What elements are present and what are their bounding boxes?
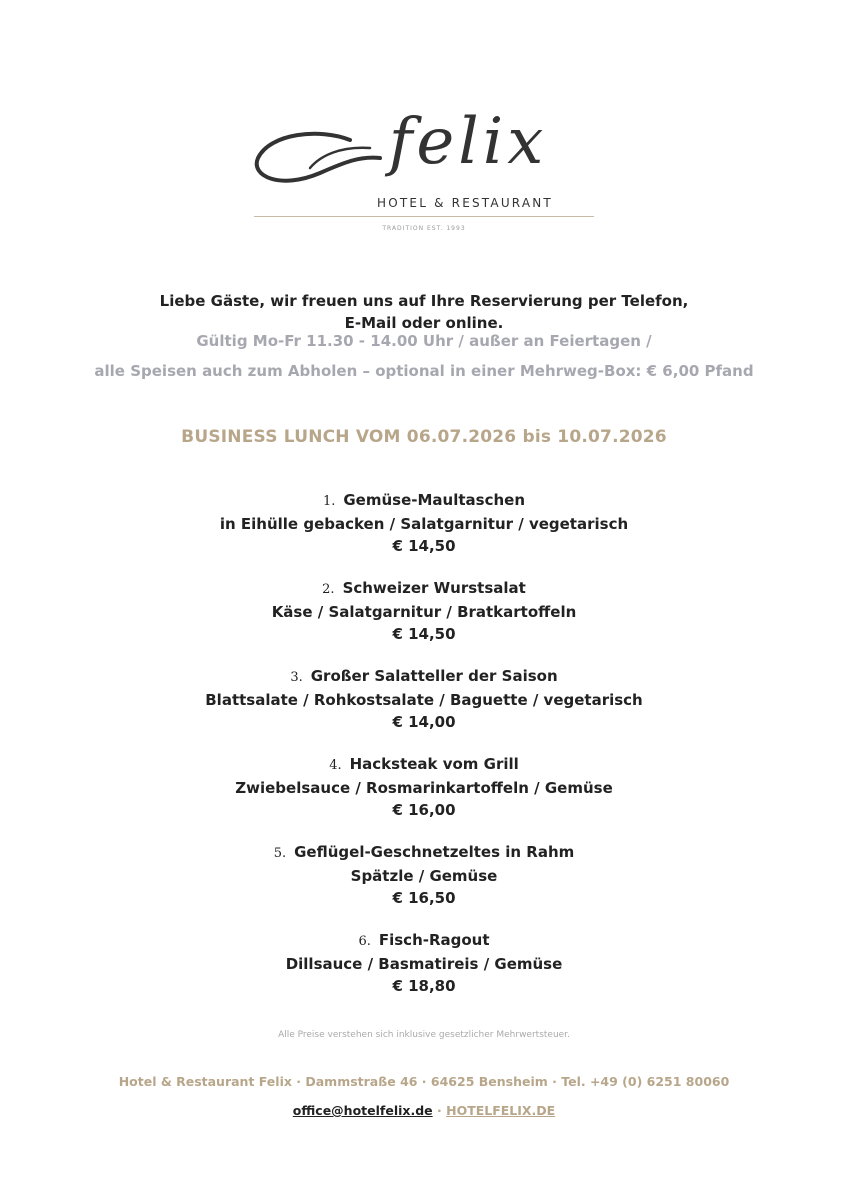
dish-name: Schweizer Wurstsalat <box>342 579 526 597</box>
dish-number: 5. <box>273 846 287 861</box>
dish-name: Fisch-Ragout <box>378 931 490 949</box>
dish-item <box>0 577 848 665</box>
dish-description: Blattsalate / Rohkostsalate / Baguette / vegetarisch <box>205 691 643 709</box>
dish-item <box>0 489 848 577</box>
footer-contact <box>0 1103 848 1118</box>
logo-divider <box>254 216 594 217</box>
dish-item <box>0 841 848 929</box>
email-link[interactable]: office@hotelfelix.de <box>292 1103 433 1118</box>
dish-list <box>0 489 848 1017</box>
intro-line-2: E-Mail oder online. <box>344 314 504 332</box>
dish-name: Geflügel-Geschnetzeltes in Rahm <box>294 843 575 861</box>
logo-subtitle: HOTEL & RESTAURANT <box>377 196 553 210</box>
dish-item <box>0 929 848 1017</box>
dish-price: € 14,00 <box>392 713 456 731</box>
dish-number: 6. <box>358 934 371 949</box>
dish-price: € 14,50 <box>392 625 456 643</box>
dish-description: Dillsauce / Basmatireis / Gemüse <box>285 955 563 973</box>
dish-name: Hacksteak vom Grill <box>349 755 519 773</box>
dish-name: Gemüse-Maultaschen <box>343 491 526 509</box>
logo-wordmark: felix <box>388 105 548 179</box>
dish-number: 4. <box>329 758 342 773</box>
website-link[interactable]: HOTELFELIX.DE <box>446 1103 556 1118</box>
dish-description: in Eihülle gebacken / Salatgarnitur / vegetarisch <box>219 515 629 533</box>
intro-line-1: Liebe Gäste, wir freuen uns auf Ihre Reservierung per Telefon, <box>159 292 689 310</box>
dish-price: € 16,00 <box>392 801 456 819</box>
pickup-note: alle Speisen auch zum Abholen – optional in einer Mehrweg-Box: € 6,00 Pfand <box>94 362 754 380</box>
logo-tagline: TRADITION EST. 1993 <box>382 225 466 232</box>
dish-description: Zwiebelsauce / Rosmarinkartoffeln / Gemüse <box>235 779 613 797</box>
dish-description: Spätzle / Gemüse <box>350 867 498 885</box>
dish-name: Großer Salatteller der Saison <box>310 667 558 685</box>
dish-price: € 16,50 <box>392 889 456 907</box>
dish-item <box>0 665 848 753</box>
footer-separator: · <box>437 1103 442 1118</box>
tax-note: Alle Preise verstehen sich inklusive gesetzlicher Mehrwertsteuer. <box>278 1030 570 1040</box>
dish-item <box>0 753 848 841</box>
intro-text <box>0 290 848 334</box>
footer-address: Hotel & Restaurant Felix · Dammstraße 46 · 64625 Bensheim · Tel. +49 (0) 6251 80060 <box>118 1074 730 1089</box>
menu-headline: BUSINESS LUNCH VOM 06.07.2026 bis 10.07.2026 <box>181 427 667 447</box>
dish-price: € 18,80 <box>392 977 456 995</box>
validity-note: Gültig Mo-Fr 11.30 - 14.00 Uhr / außer an Feiertagen / <box>196 332 652 350</box>
dish-price: € 14,50 <box>392 537 456 555</box>
dish-description: Käse / Salatgarnitur / Bratkartoffeln <box>271 603 577 621</box>
dish-number: 1. <box>322 494 336 509</box>
dish-number: 2. <box>322 582 335 597</box>
dish-number: 3. <box>290 670 303 685</box>
